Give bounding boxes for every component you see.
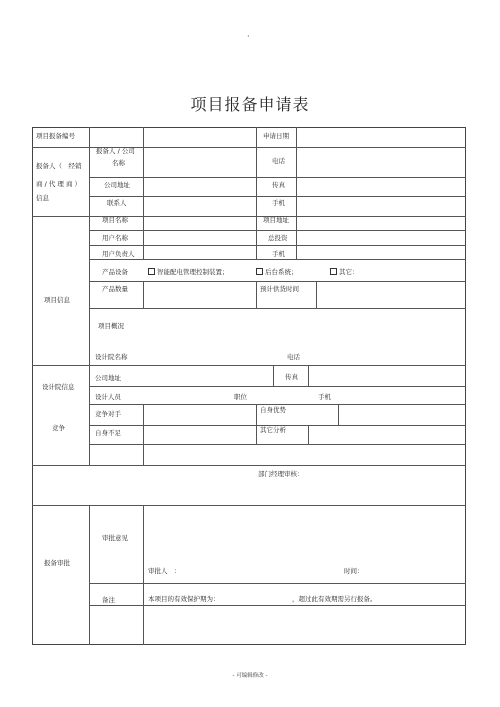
rule — [89, 605, 466, 606]
reporter-mobile-label: 手机 — [272, 199, 285, 207]
option-backend-system[interactable] — [256, 268, 298, 276]
approval-time-label: 时间： — [344, 567, 364, 575]
total-investment-label: 总投资 — [268, 234, 288, 242]
rule — [89, 177, 466, 178]
design-info-label: 设计院信息 — [42, 383, 75, 391]
rule — [143, 127, 144, 259]
checkbox[interactable] — [256, 268, 263, 275]
strength-label: 自身优势 — [260, 406, 286, 414]
project-overview-label: 项目概况 — [98, 322, 124, 330]
rule — [89, 308, 466, 309]
project-mobile-label: 手机 — [272, 250, 285, 258]
checkbox[interactable] — [330, 268, 337, 275]
rule — [32, 465, 466, 466]
rule — [143, 505, 144, 645]
rule — [256, 127, 257, 259]
approver-label: 审批人 ： — [148, 567, 181, 575]
rule — [308, 425, 309, 444]
rule — [143, 281, 144, 308]
option-label: 智能配电管理控制装置； — [157, 268, 229, 276]
rule — [89, 259, 466, 260]
remark-label: 备注 — [102, 596, 115, 604]
approval-opinion-label: 审批意见 — [102, 534, 128, 542]
rule — [89, 404, 466, 405]
design-name-label: 设计院名称 — [95, 353, 128, 361]
rule — [32, 505, 466, 506]
rule — [256, 281, 257, 308]
reporter-label-3: 信息 — [36, 194, 49, 202]
rule — [89, 444, 466, 445]
customer-name-label: 用户名称 — [102, 234, 128, 242]
rule — [296, 127, 297, 259]
rule — [89, 230, 466, 231]
rule — [316, 281, 317, 308]
reporter-phone-label: 电话 — [272, 157, 285, 165]
form-title: 项目报备申请表 — [190, 95, 310, 114]
design-address-label: 公司地址 — [95, 374, 121, 382]
rule — [273, 365, 274, 386]
project-no-label: 项目报备编号 — [36, 132, 75, 140]
manager-review-label: 部门经理审核： — [258, 470, 304, 478]
reporter-label-1: 报备人（ 经销 — [36, 162, 82, 170]
project-name-label: 项目名称 — [102, 216, 128, 224]
user-lead-label: 用户负责人 — [102, 250, 135, 258]
competition-label: 竞争 — [52, 424, 65, 432]
option-smart-distribution[interactable] — [148, 268, 229, 276]
rule — [89, 281, 466, 282]
rule — [89, 127, 90, 465]
rule — [32, 365, 466, 366]
rule — [338, 404, 339, 425]
rule — [308, 365, 309, 386]
rule — [256, 404, 257, 444]
reporter-fax-label: 传真 — [272, 181, 285, 189]
reporter-name-label-1: 报备人 / 公司 — [96, 147, 135, 155]
design-phone-label: 电话 — [287, 353, 300, 361]
equipment-label: 产品设备 — [102, 268, 128, 276]
other-analysis-label: 其它分析 — [260, 426, 286, 434]
rule — [32, 216, 466, 217]
weakness-label: 自身不足 — [95, 429, 121, 437]
page-footer: - 可编辑修改 - — [232, 673, 268, 679]
expiry-text: ，超过此有效期需另行报备。 — [292, 595, 377, 603]
project-info-label: 项目信息 — [44, 296, 70, 304]
rule — [89, 196, 466, 197]
rule — [143, 404, 144, 465]
checkbox[interactable] — [148, 268, 155, 275]
approval-label: 报备审批 — [44, 559, 70, 567]
designer-mobile-label: 手机 — [318, 393, 331, 401]
rival-label: 竞争对手 — [95, 410, 121, 418]
designer-label: 设计人员 — [95, 393, 121, 401]
design-fax-label: 传真 — [285, 373, 298, 381]
option-label: 其它： — [339, 268, 359, 276]
reporter-name-label-2: 名称 — [112, 159, 125, 167]
validity-text: 本项目的有效保护期为： — [148, 595, 220, 603]
rule — [89, 245, 466, 246]
reporter-address-label: 公司地址 — [104, 181, 130, 189]
rule — [89, 505, 90, 645]
quantity-label: 产品数量 — [102, 285, 128, 293]
rule — [89, 386, 466, 387]
designer-position-label: 职位 — [234, 393, 247, 401]
reporter-label-2: 商 / 代 理 商 ） — [36, 180, 82, 188]
rule — [89, 583, 466, 584]
header-mark: · — [247, 32, 250, 41]
option-other[interactable] — [330, 268, 359, 276]
delivery-time-label: 预计供货时间 — [260, 285, 299, 293]
option-label: 后台系统； — [265, 268, 298, 276]
apply-date-label: 申请日期 — [263, 132, 289, 140]
reporter-contact-label: 联系人 — [107, 199, 127, 207]
project-address-label: 项目地址 — [263, 216, 289, 224]
